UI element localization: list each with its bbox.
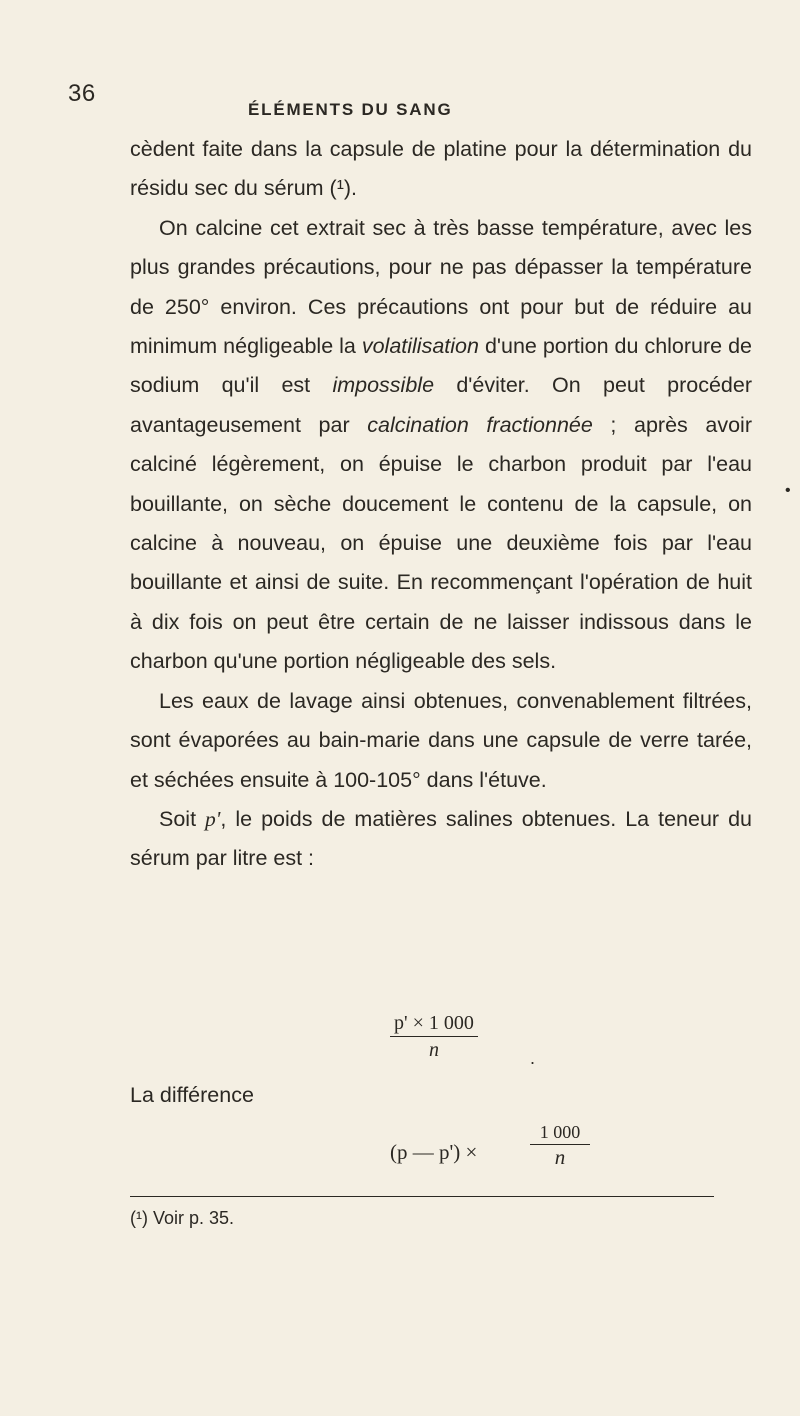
formula-1-period: . [530, 1048, 536, 1068]
paragraph-4-text-b: , le poids de matières salines obtenues. La teneur du sérum par litre est : [130, 806, 752, 871]
difference-label: La différence [130, 1083, 254, 1107]
body-text [130, 130, 752, 879]
paragraph-2-text-a: On calcine cet extrait sec à très basse température, avec les plus grandes précautions, pour ne pas dépasser la température de 250° environ. Ces précautions ont pour but de réduire au minimum négligeable la [130, 215, 752, 359]
running-head: ÉLÉMENTS DU SANG [248, 100, 453, 119]
formula-2-left: (p — p') × [390, 1140, 478, 1164]
paragraph-4-text-a: Soit [159, 806, 206, 831]
formula-2-fraction [530, 1122, 590, 1170]
formula-2-denominator: n [554, 1145, 566, 1169]
formula-2-numerator: 1 000 [530, 1122, 590, 1145]
formula-1-numerator: p' × 1 000 [390, 1012, 478, 1037]
paragraph-2-text-c: d'éviter. On peut procéder avantageusement par [130, 373, 753, 437]
paragraph-2-italic-volatilisation: volatilisation [361, 334, 479, 359]
paragraph-3: Les eaux de lavage ainsi obtenues, convenablement filtrées, sont évaporées au bain-marie dans une capsule de verre tarée, et séchées ensuite à 100-105° dans l'étuve. [130, 688, 752, 792]
footnote: (¹) Voir p. 35. [130, 1208, 235, 1228]
paragraph-2-text-d: ; après avoir calciné légèrement, on épuise le charbon produit par l'eau bouillante, on sèche doucement le contenu de la capsule, on calcine à nouveau, on épuise une deuxième fois par l'eau bouillante et ainsi de suite. En recommençant l'opération de huit à dix fois on peut être certain de ne laisser indissous dans le charbon qu'une portion négligeable des sels. [130, 412, 752, 674]
paragraph-1: cèdent faite dans la capsule de platine pour la détermination du résidu sec du sérum (¹). [130, 137, 752, 201]
formula-1-denominator: n [428, 1039, 439, 1061]
paragraph-2 [130, 209, 752, 682]
paragraph-2-italic-impossible: impossible [332, 373, 435, 398]
paragraph-2-text-b: d'une portion du chlorure de sodium qu'il est [130, 334, 753, 398]
paragraph-4 [130, 800, 752, 879]
formula-difference [390, 1122, 581, 1169]
paragraph-2-italic-calcination: calcination fractionnée [367, 412, 593, 437]
formula-concentration [390, 1012, 478, 1062]
margin-mark: • [785, 482, 791, 499]
paragraph-4-variable: p' [205, 806, 221, 831]
page-number: 36 [68, 80, 96, 107]
footnote-rule [130, 1196, 714, 1197]
